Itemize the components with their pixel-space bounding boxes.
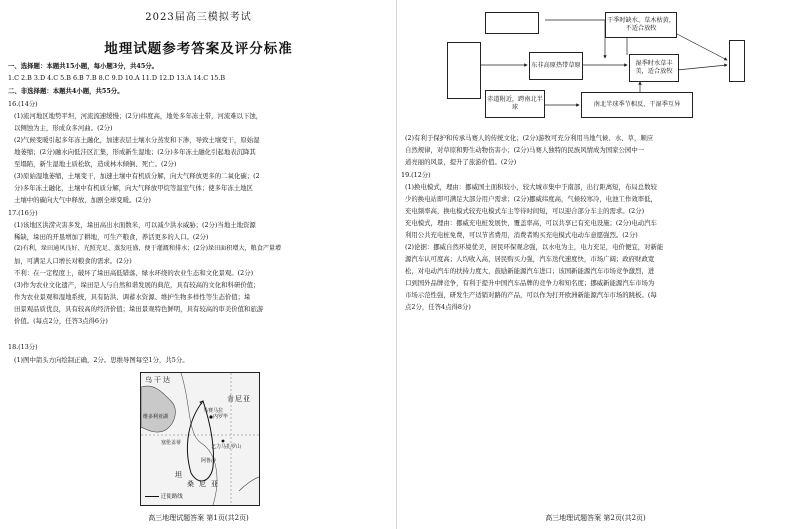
answer-line: 利用公共充电桩免费，可以节省费用，消费者购买充电模式电动车意愿强烈。(2分) xyxy=(405,231,638,239)
answer-line: (3)作为农业文化遗产，垛田是人与自然和谐发展的典范，具有较高的文化和科研价值； xyxy=(14,281,260,289)
answer-line: 以侧蚀为主，形成众多河曲。(2分) xyxy=(14,124,113,132)
flow-box-empty xyxy=(729,40,745,82)
answer-line: (1)该地区洪涝灾害多发，垛田高出水面数米，可以减少洪水威胁；(2分)当地土地资源 xyxy=(14,221,256,229)
map-label: 马赛马拉 xyxy=(203,408,224,414)
map-label: 尼 xyxy=(199,480,206,488)
map-label: 肯 xyxy=(227,395,234,403)
flow-box-equator: 赤道附近，跨南北半球 xyxy=(485,90,545,118)
answer-page-2 xyxy=(397,0,794,529)
answer-line: 至塌陷，新生湿地土质松软，造成林木倾倒、死亡。(2分) xyxy=(14,160,177,168)
map-label: 亚 xyxy=(243,395,250,403)
answer-line: (2)有利于保护和传承马赛人的传统文化；(2分)游牧可充分利用当地气候、水、草，顺应 xyxy=(405,134,654,142)
answer-line: 充电模式，理由：挪威充电桩发展快，覆盖率高，可以共享已有充电设施；(2分)电动汽车 xyxy=(405,219,657,227)
answer-line: (2)有利，垛田通风良好、光照充足、蒸发旺盛，便于灌溉和排水；(2分)垛田面积增大，粮食产量增 xyxy=(14,245,282,252)
answer-line: 地萎缩；(2分)融水向低洼区汇集，形成新生湿地；(2分)多年冻土融化引起地表沉降其 xyxy=(14,148,256,156)
page-footer: 高三地理试题答案 第1页(共2页) xyxy=(148,514,249,522)
migration-map xyxy=(140,372,260,506)
answer-line: 源汽车认可度高；人均收入高，居民购买力强，汽车迭代速度快，市场广阔；政府财政宽 xyxy=(405,255,655,263)
question-number: 18.(13分) xyxy=(8,343,38,351)
map-label: 尼 xyxy=(235,395,242,403)
map-label: 坦 xyxy=(175,471,182,479)
answer-line: 口到国外品牌竞争，有利于提升中国汽车品牌的竞争力和知名度；挪威新能源汽车市场为 xyxy=(405,279,655,287)
flow-box-seasons: 南北半球季节相反，干湿季互异 xyxy=(581,92,693,118)
answer-line: 少的换电站即可满足大部分用户需求；(2分)挪威纬度高，气候较寒冷，电池工作效率低， xyxy=(405,195,657,203)
answer-line: 作为农业景观和湿地系统，具有防洪、调蓄水资源、维护生物多样性等生态价值；垛 xyxy=(14,293,251,301)
map-label: 干 xyxy=(154,376,161,384)
legend-line xyxy=(145,496,159,497)
map-label: 达 xyxy=(163,376,170,384)
document-title: 地理试题参考答案及评分标准 xyxy=(104,41,293,57)
answer-line: (1)流河地区地势平坦，河流流速缓慢；(2分)纬度高，地处多年冻土带，河流难以下蚀， xyxy=(14,112,263,120)
answer-line: (2)气候变暖引起多年冻土融化，加速表层土壤水分蒸发和下渗，导致土壤变干，原始湿 xyxy=(14,136,260,144)
map-label: 亚 xyxy=(211,480,218,488)
answer-line: 稀缺，垛田的开垦增加了耕地，可生产粮食，养活更多的人口。(2分) xyxy=(14,233,209,241)
answer-line: (2)论据：挪威自然环境优美，居民环保观念强，以水电为主，电力充足，电价便宜，对新能 xyxy=(405,243,664,251)
flow-box-dry-season: 干季时缺水、草木枯黄，不适合放牧 xyxy=(605,12,677,38)
answer-line: (3)原始湿地萎缩，土壤变干，加速土壤中有机质分解，向大气释放更多的二氧化碳；(2 xyxy=(14,172,260,180)
answer-line: (1)换电模式，理由：挪威国土面积较小，较大城市集中于南部，出行距离短，布局总数较 xyxy=(405,183,657,191)
question-number: 16.(14分) xyxy=(8,100,38,108)
map-label: 维多利亚湖 xyxy=(143,414,169,420)
section-heading: 二、非选择题：本题共4小题，共55分。 xyxy=(8,87,124,95)
map-label: 内罗毕 xyxy=(213,414,229,420)
map-label: 塞伦盖蒂 xyxy=(161,440,182,446)
answer-line: 道亮丽的风景，提升了旅游价值。(2分) xyxy=(405,158,517,166)
map-label: 阿鲁沙 xyxy=(201,458,217,464)
answer-line: 不利：在一定程度上，破坏了垛田高低错落、绿水环绕的农业生态和文化景观。(2分) xyxy=(14,269,254,277)
flow-box-wet-season: 湿季时水草丰美，适合放牧 xyxy=(629,54,679,82)
flow-box-empty xyxy=(447,42,481,99)
question-number: 17.(16分) xyxy=(8,209,38,217)
answer-line: 充电频率高，换电模式较充电模式车主等待时间短，可以迎合部分车主的需求。(2分) xyxy=(405,207,645,215)
map-legend xyxy=(145,493,183,501)
map-label: 乞力马扎罗山 xyxy=(211,444,242,450)
section-heading: 一、选择题：本题共15小题，每小题3分，共45分。 xyxy=(8,62,159,70)
answer-line: (1)图中箭头方向绘制正确，2分。思维导图每空1分，共5分。 xyxy=(14,356,189,364)
map-label: 桑 xyxy=(187,480,194,488)
answer-line: 价值。(每点2分，任答3点得6分) xyxy=(14,317,108,325)
answer-line: 加，可满足人口增长对粮食的需求。(2分) xyxy=(14,257,132,265)
choice-answers: 1.C 2.B 3.D 4.C 5.B 6.B 7.B 8.C 9.D 10.A 11.D 12.D 13.A 14.C 15.B xyxy=(8,74,226,82)
answer-line: 土壤中的碳向大气中释放，加剧全球变暖。(2分) xyxy=(14,196,151,204)
flow-box-empty xyxy=(485,12,539,34)
answer-line: 自然规律，对草原和野生动物伤害小；(2分)马赛人独特的民族风情成为国家公园中一 xyxy=(405,146,645,154)
answer-line: 点2分，任答4点得8分) xyxy=(405,303,471,311)
mind-map xyxy=(445,10,745,125)
page-footer: 高三地理试题答案 第2页(共2页) xyxy=(545,514,646,522)
answer-line: 市场示范性强，研发生产适销对路的产品，可以作为打开欧洲新能源汽车市场的跳板。(每 xyxy=(405,291,657,299)
answer-line: 分)多年冻土融化，土壤中有机质分解，向大气释放甲烷等温室气体；使多年冻土地区 xyxy=(14,184,253,192)
question-number: 19.(12分) xyxy=(401,171,431,179)
flow-box-plateau: 东非高原热带草原 xyxy=(529,52,583,80)
answer-line: 松，对电动汽车的扶持力度大，鼓励新能源汽车进口；该国新能源汽车市场竞争激烈，进 xyxy=(405,267,655,275)
answer-line: 田景观品质优良，具有较高的经济价值；垛田景观特色鲜明，具有较高的审美价值和旅游 xyxy=(14,305,264,313)
exam-title: 2023届高三模拟考试 xyxy=(145,12,252,23)
legend-text: 迁徙路线 xyxy=(160,494,183,500)
map-label: 乌 xyxy=(145,376,152,384)
